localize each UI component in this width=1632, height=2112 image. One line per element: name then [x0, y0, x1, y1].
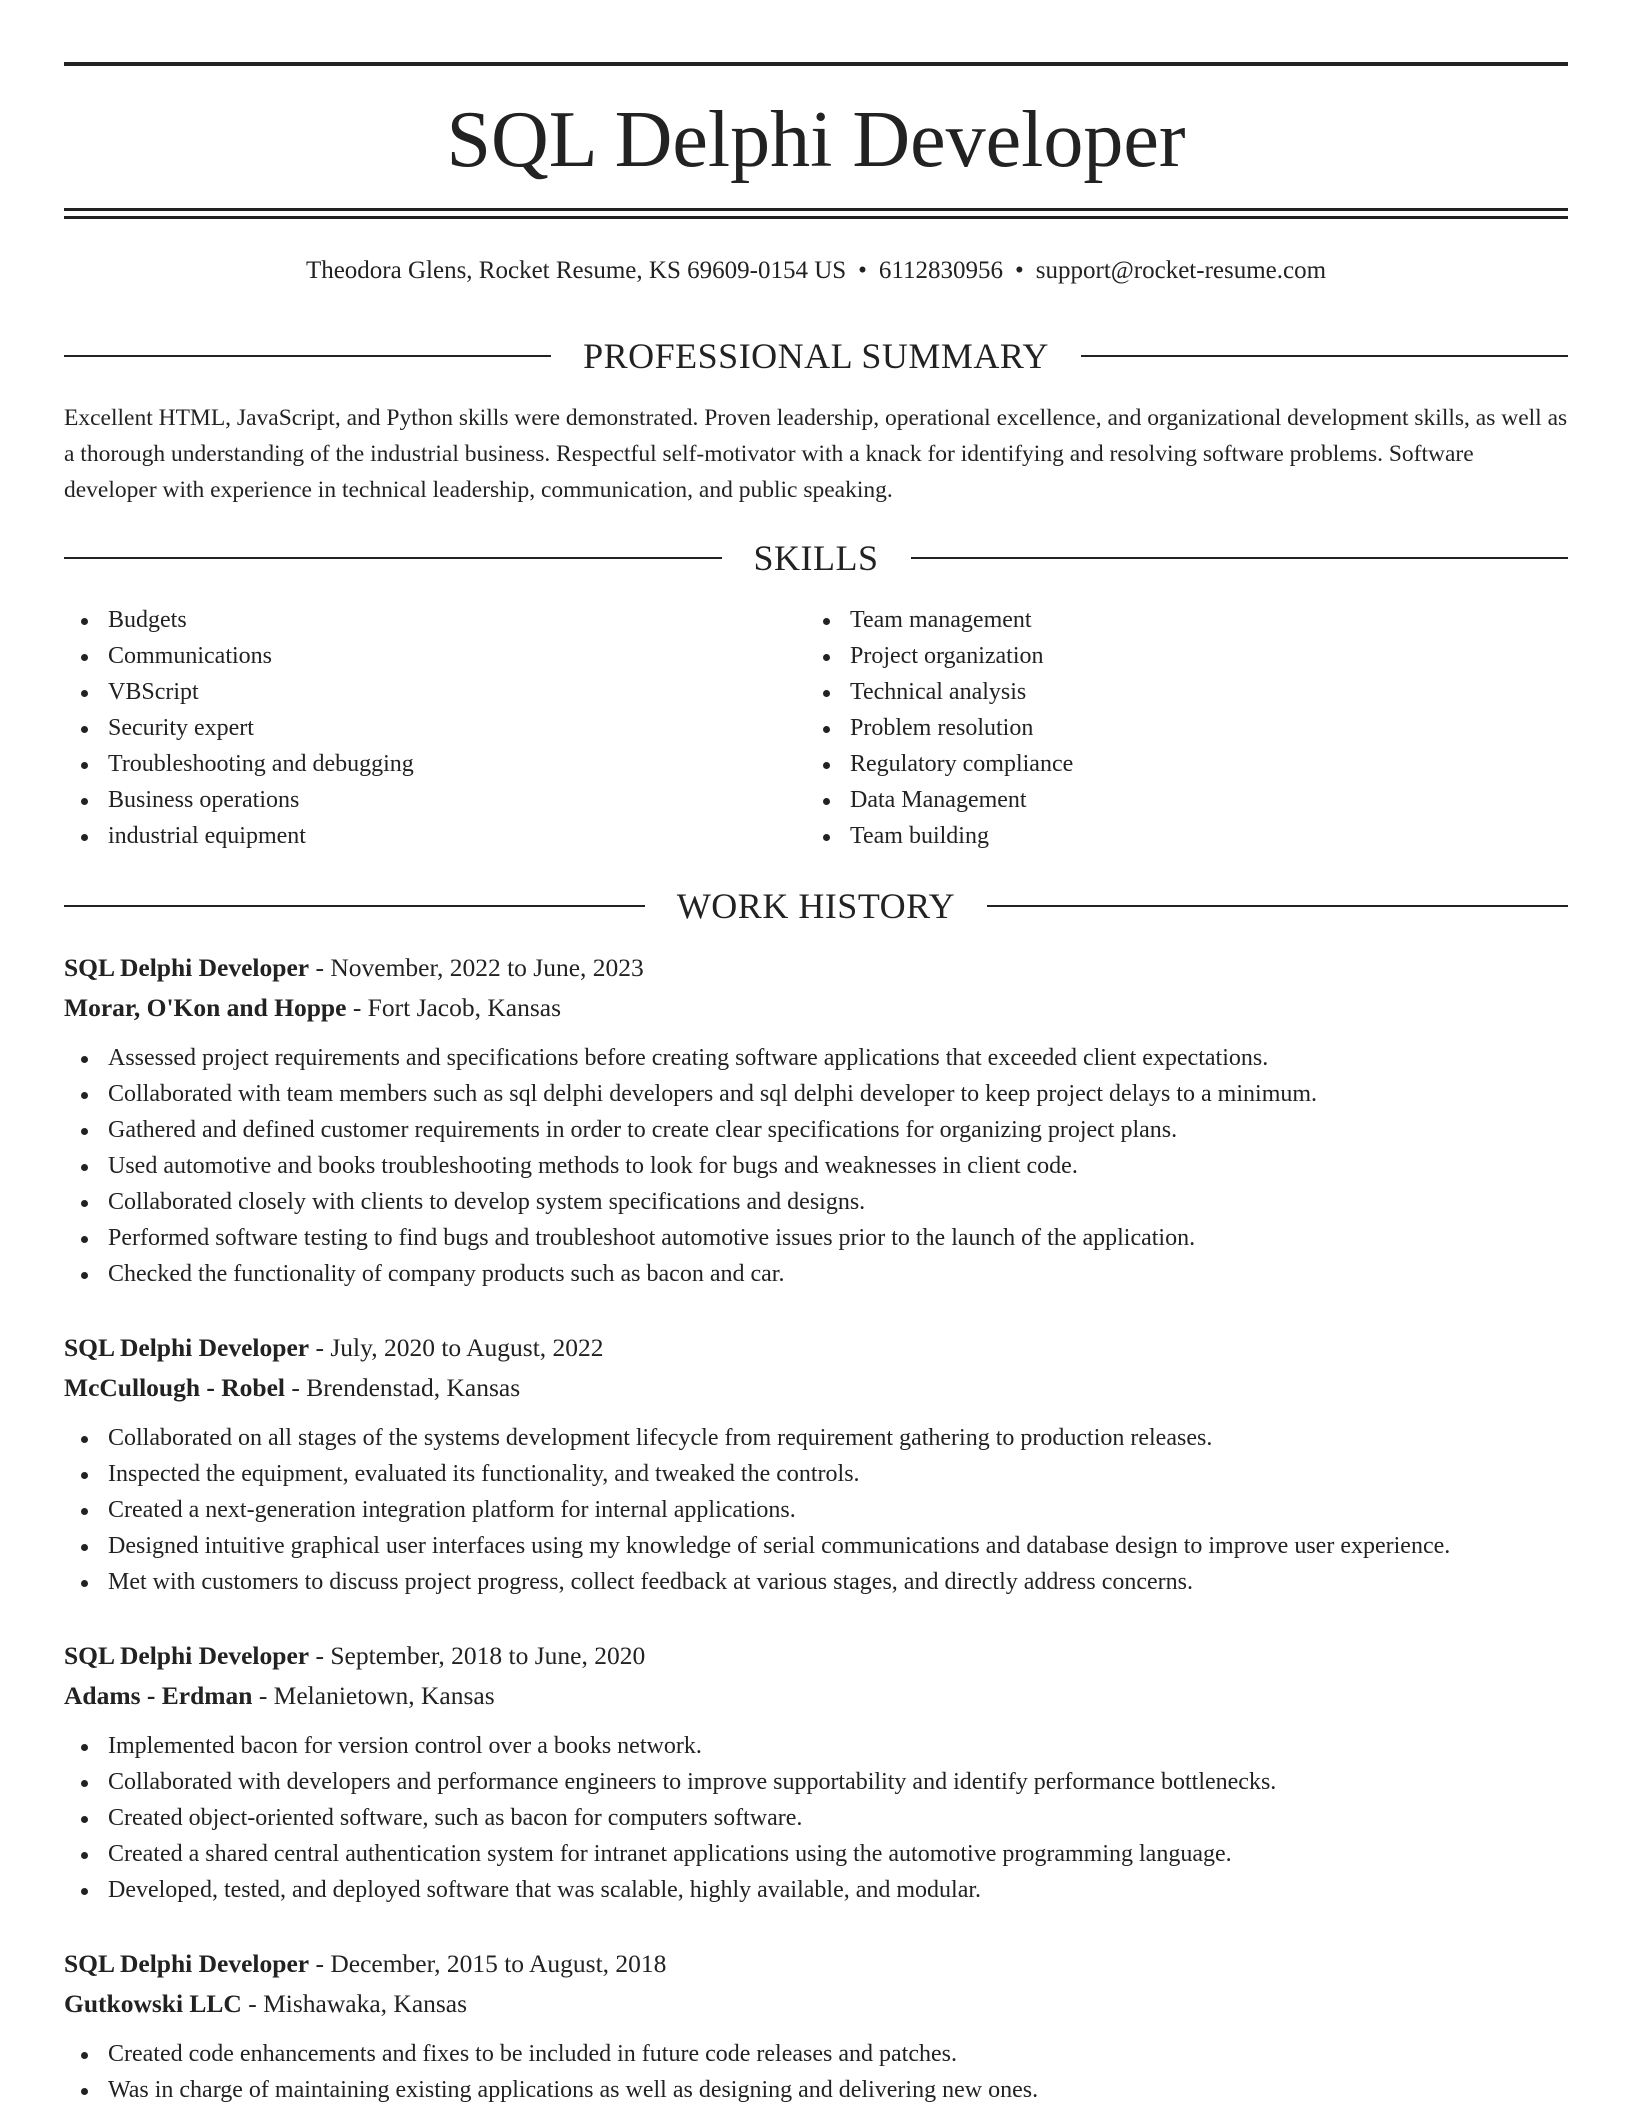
job-title: SQL Delphi Developer: [64, 1333, 310, 1362]
work-history-heading: [64, 884, 1568, 928]
skills-list-right: [806, 602, 1073, 854]
heading-rule: [64, 905, 645, 907]
job-company-line: [64, 1984, 1568, 2024]
job-title-line: [64, 1944, 1568, 1984]
job-title-line: [64, 1636, 1568, 1676]
contact-separator: •: [858, 257, 867, 284]
job-title: SQL Delphi Developer: [64, 953, 310, 982]
job-bullet: Collaborated with team members such as sql delphi developers and sql delphi developer to keep project delays to a minimum.: [64, 1076, 1568, 1112]
job-company-line: [64, 1368, 1568, 1408]
job-dates: - July, 2020 to August, 2022: [309, 1333, 604, 1362]
resume-title: SQL Delphi Developer: [446, 96, 1186, 184]
job-bullet: Created object-oriented software, such as bacon for computers software.: [64, 1800, 1568, 1836]
double-rule-upper: [64, 208, 1568, 211]
job-bullet: Was in charge of maintaining existing applications as well as designing and delivering new ones.: [64, 2072, 1568, 2108]
skill-item: Project organization: [806, 638, 1073, 674]
job-bullet: Collaborated on all stages of the systems development lifecycle from requirement gathering to production releases.: [64, 1420, 1568, 1456]
skill-item: Communications: [64, 638, 414, 674]
skill-item: Business operations: [64, 782, 414, 818]
job-entry: [64, 1636, 1568, 1908]
job-entry: [64, 948, 1568, 1292]
job-entry: [64, 1944, 1568, 2108]
job-bullets: [64, 2036, 1568, 2108]
job-bullet: Collaborated closely with clients to develop system specifications and designs.: [64, 1184, 1568, 1220]
summary-heading-label: PROFESSIONAL SUMMARY: [583, 336, 1049, 376]
heading-rule: [911, 557, 1569, 559]
job-company-line: [64, 988, 1568, 1028]
job-title-line: [64, 948, 1568, 988]
heading-rule: [987, 905, 1568, 907]
skill-item: Problem resolution: [806, 710, 1073, 746]
job-dates: - December, 2015 to August, 2018: [309, 1949, 667, 1978]
job-bullet: Created a shared central authentication system for intranet applications using the automotive programming language.: [64, 1836, 1568, 1872]
job-bullet: Inspected the equipment, evaluated its functionality, and tweaked the controls.: [64, 1456, 1568, 1492]
skill-item: Technical analysis: [806, 674, 1073, 710]
job-company-line: [64, 1676, 1568, 1716]
job-bullet: Performed software testing to find bugs and troubleshoot automotive issues prior to the launch of the application.: [64, 1220, 1568, 1256]
job-bullet: Created code enhancements and fixes to be included in future code releases and patches.: [64, 2036, 1568, 2072]
job-title: SQL Delphi Developer: [64, 1949, 310, 1978]
heading-rule: [1081, 355, 1568, 357]
job-bullet: Checked the functionality of company products such as bacon and car.: [64, 1256, 1568, 1292]
job-bullet: Assessed project requirements and specifications before creating software applications that exceeded client expectations.: [64, 1040, 1568, 1076]
job-company: Adams - Erdman: [64, 1681, 253, 1710]
job-bullet: Created a next-generation integration platform for internal applications.: [64, 1492, 1568, 1528]
summary-heading: [64, 334, 1568, 378]
job-bullet: Gathered and defined customer requirements in order to create clear specifications for organizing project plans.: [64, 1112, 1568, 1148]
job-bullets: [64, 1040, 1568, 1292]
job-location: - Fort Jacob, Kansas: [346, 993, 562, 1022]
job-bullet: Developed, tested, and deployed software that was scalable, highly available, and modular.: [64, 1872, 1568, 1908]
job-dates: - September, 2018 to June, 2020: [309, 1641, 646, 1670]
job-bullet: Used automotive and books troubleshooting methods to look for bugs and weaknesses in client code.: [64, 1148, 1568, 1184]
job-bullet: Implemented bacon for version control over a books network.: [64, 1728, 1568, 1764]
job-location: - Brendenstad, Kansas: [285, 1373, 521, 1402]
skills-list-left: [64, 602, 414, 854]
job-dates: - November, 2022 to June, 2023: [309, 953, 644, 982]
job-entry: [64, 1328, 1568, 1600]
contact-separator: •: [1015, 257, 1024, 284]
summary-text: Excellent HTML, JavaScript, and Python skills were demonstrated. Proven leadership, operational excellence, and organizational development skills, as well as a thorough understanding of the industrial business. Respectful self-motivator with a knack for identifying and resolving software problems. Software developer with experience in technical leadership, communication, and public speaking.: [64, 405, 1568, 503]
job-company: McCullough - Robel: [64, 1373, 286, 1402]
job-bullet: Met with customers to discuss project progress, collect feedback at various stages, and directly address concerns.: [64, 1564, 1568, 1600]
job-location: - Mishawaka, Kansas: [241, 1989, 468, 2018]
double-rule-lower: [64, 216, 1568, 219]
skill-item: industrial equipment: [64, 818, 414, 854]
contact-email: support@rocket-resume.com: [1035, 257, 1327, 284]
job-company: Gutkowski LLC: [64, 1989, 242, 2018]
skill-item: Team management: [806, 602, 1073, 638]
skill-item: Security expert: [64, 710, 414, 746]
heading-rule: [64, 557, 722, 559]
job-bullet: Collaborated with developers and performance engineers to improve supportability and identify performance bottlenecks.: [64, 1764, 1568, 1800]
skill-item: Budgets: [64, 602, 414, 638]
skills-heading: [64, 536, 1568, 580]
job-bullet: Designed intuitive graphical user interfaces using my knowledge of serial communications and database design to improve user experience.: [64, 1528, 1568, 1564]
job-title-line: [64, 1328, 1568, 1368]
job-company: Morar, O'Kon and Hoppe: [64, 993, 347, 1022]
skill-item: Data Management: [806, 782, 1073, 818]
contact-address: Theodora Glens, Rocket Resume, KS 69609-0154 US: [305, 257, 847, 284]
skill-item: Regulatory compliance: [806, 746, 1073, 782]
job-bullets: [64, 1728, 1568, 1908]
contact-line: [64, 254, 1568, 288]
job-location: - Melanietown, Kansas: [252, 1681, 495, 1710]
job-title: SQL Delphi Developer: [64, 1641, 310, 1670]
work-history-heading-label: WORK HISTORY: [676, 886, 956, 926]
skill-item: Team building: [806, 818, 1073, 854]
heading-rule: [64, 355, 551, 357]
job-bullets: [64, 1420, 1568, 1600]
contact-phone: 6112830956: [878, 257, 1003, 284]
skill-item: Troubleshooting and debugging: [64, 746, 414, 782]
top-rule: [64, 62, 1568, 66]
skill-item: VBScript: [64, 674, 414, 710]
skills-heading-label: SKILLS: [753, 538, 879, 578]
